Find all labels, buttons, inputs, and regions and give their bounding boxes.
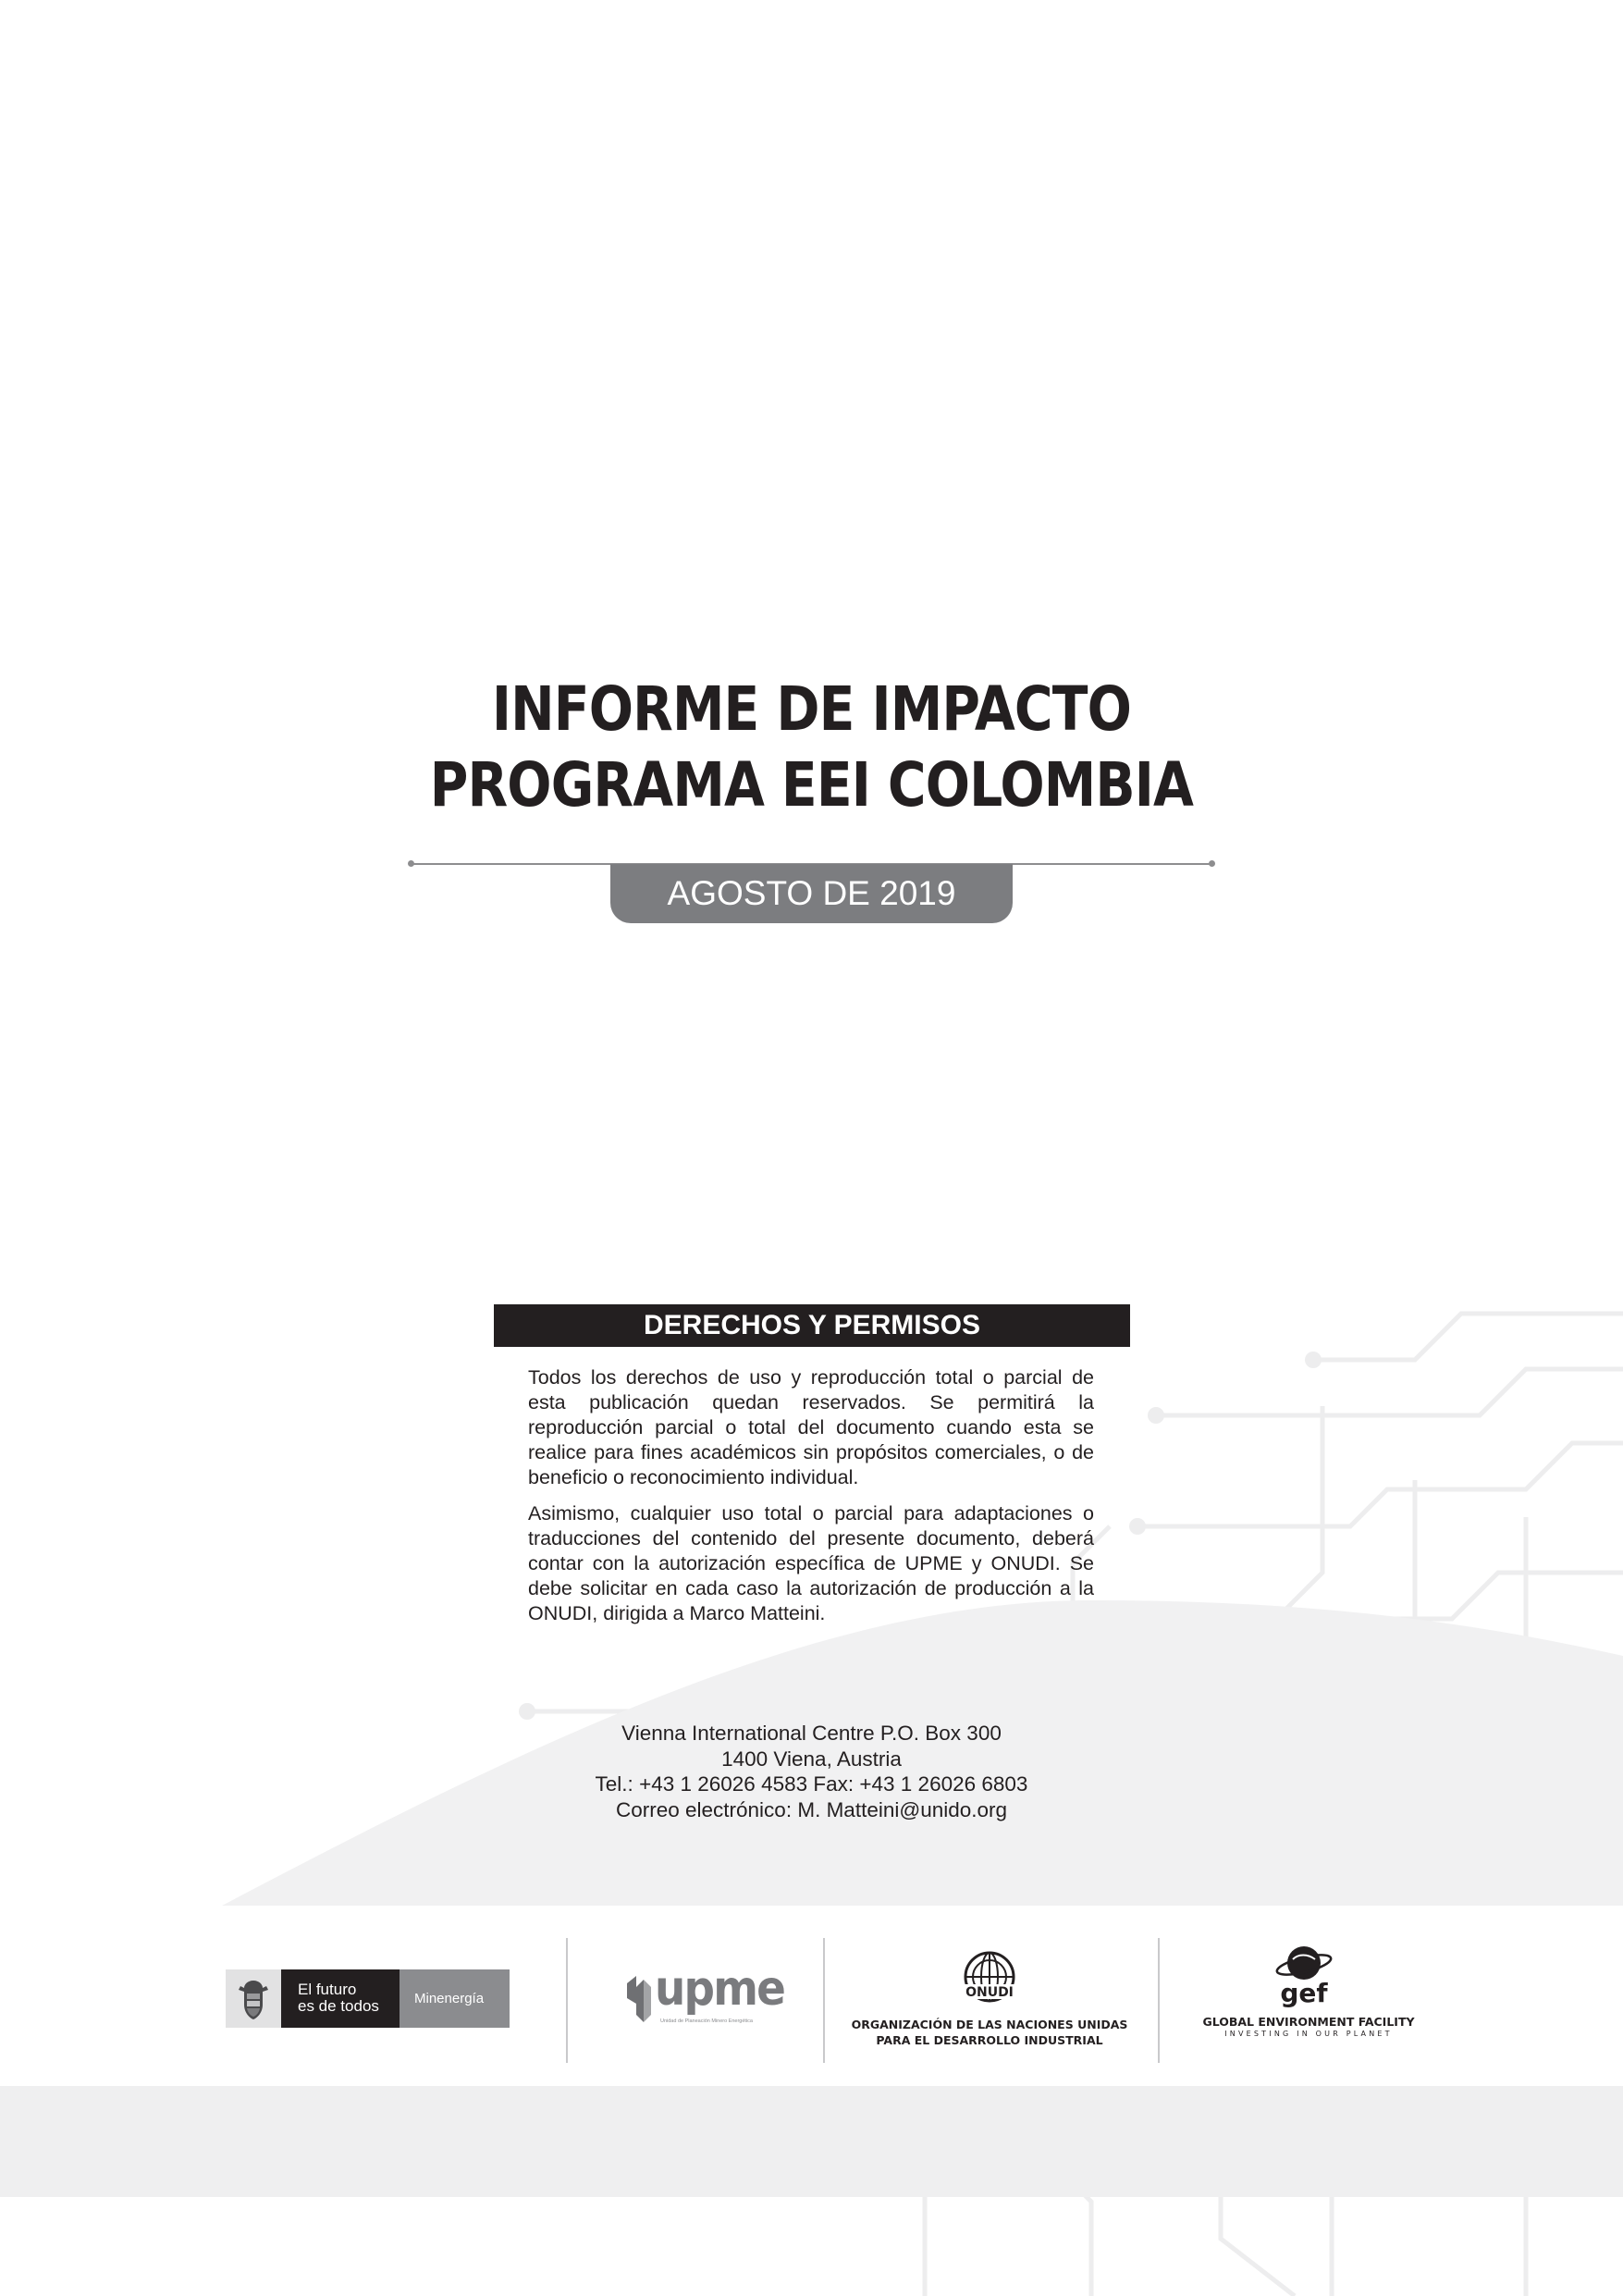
address-line-1: Vienna International Centre P.O. Box 300: [621, 1722, 1002, 1745]
title-line-1: INFORME DE IMPACTO: [491, 673, 1131, 745]
date-label: AGOSTO DE 2019: [610, 864, 1013, 923]
gov-line-2: es de todos: [298, 1997, 379, 2015]
gov-line-1: El futuro: [298, 1981, 357, 1998]
upme-wordmark: upme: [655, 1961, 785, 2017]
rights-paragraph-2: Asimismo, cualquier uso total o parcial para adaptaciones o traducciones del contenido del presente documento, deberá contar con la autorización específica de UPME y ONUDI. Se debe solicitar en cada caso la autorización de producción a la ONUDI, dirigida a Marco Matteini.: [528, 1502, 1094, 1624]
gef-full-name: GLOBAL ENVIRONMENT FACILITY: [1202, 2015, 1415, 2029]
onudi-logo: [851, 1947, 1128, 2058]
gef-wordmark: gef: [1280, 1978, 1328, 2007]
rights-header: DERECHOS Y PERMISOS: [494, 1304, 1130, 1347]
document-title: [114, 672, 1509, 823]
upme-tagline: Unidad de Planeación Minero Energética: [660, 2018, 753, 2024]
onudi-line-2: PARA EL DESARROLLO INDUSTRIAL: [876, 2033, 1103, 2047]
logo-strip: [0, 1906, 1623, 2091]
colombia-coat-of-arms-icon: [226, 1969, 281, 2028]
onudi-line-1: ORGANIZACIÓN DE LAS NACIONES UNIDAS: [851, 2018, 1128, 2031]
gef-tagline: INVESTING IN OUR PLANET: [1224, 2030, 1393, 2038]
el-futuro-wordmark: [281, 1969, 400, 2028]
upme-logo: [621, 1961, 785, 2041]
rights-body: [528, 1365, 1094, 1637]
gef-globe-icon: [1269, 1941, 1343, 2007]
logo-divider-3: [1158, 1938, 1160, 2063]
address-line-4: Correo electrónico: M. Matteini@unido.org: [615, 1797, 1008, 1821]
contact-address: [0, 1721, 1623, 1822]
address-line-2: 1400 Viena, Austria: [721, 1747, 902, 1771]
ministry-label: Minenergía: [400, 1969, 510, 2028]
onudi-acronym: ONUDI: [965, 1985, 1014, 2000]
gef-logo: [1202, 1941, 1415, 2061]
logo-divider-1: [566, 1938, 568, 2063]
upme-flame-icon: [621, 1967, 655, 2022]
minenergia-logo: [226, 1969, 510, 2028]
bottom-gray-band: [0, 2086, 1623, 2197]
title-line-2: PROGRAMA EEI COLOMBIA: [429, 749, 1194, 821]
address-line-3: Tel.: +43 1 26026 4583 Fax: +43 1 26026 6803: [595, 1772, 1028, 1796]
un-emblem-icon: [957, 1947, 1022, 2012]
logo-divider-2: [823, 1938, 825, 2063]
onudi-full-name: [851, 2017, 1128, 2048]
rights-paragraph-1: Todos los derechos de uso y reproducción total o parcial de esta publicación quedan reservados. Se permitirá la reproducción parcial o total del documento cuando esta se realice para fines académicos sin propósitos comerciales, o de beneficio o reconocimiento individual.: [528, 1366, 1094, 1488]
